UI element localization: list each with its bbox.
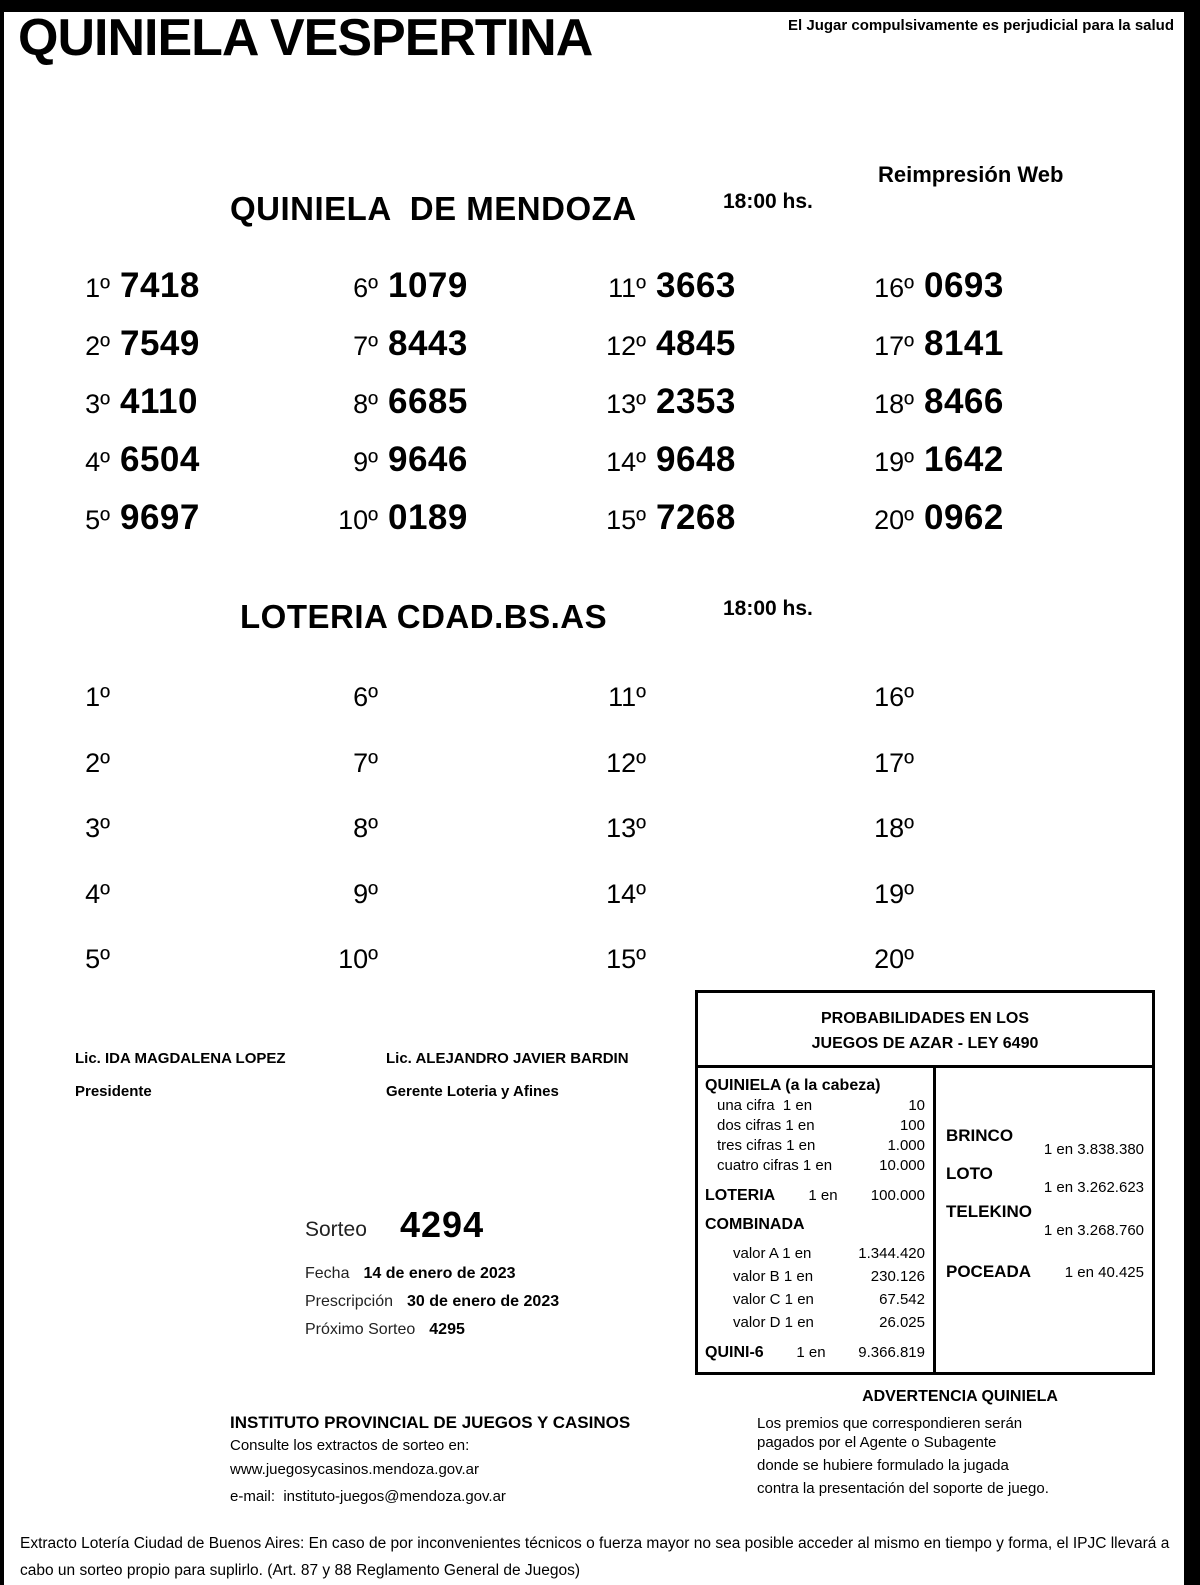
position-label: 8º [353,389,378,419]
winning-number: 0189 [388,498,468,537]
advertencia-title: ADVERTENCIA QUINIELA [862,1388,1058,1405]
odds-value: 1.344.420 [858,1245,925,1262]
institute-email: e-mail: instituto-juegos@mendoza.gov.ar [230,1488,506,1505]
winning-number: 3663 [656,266,736,305]
result-cell [58,382,326,440]
odds-label: tres cifras 1 en [717,1137,816,1154]
combinada-header: COMBINADA [705,1216,805,1233]
loteria-odds-label: LOTERIA [705,1187,776,1204]
position-cell [594,748,862,814]
game-odds: 1 en 3.838.380 [1043,1141,1144,1158]
position-label: 8º [353,813,378,843]
advertencia-line: contra la presentación del soporte de juego. [757,1480,1049,1497]
position-label: 20º [874,505,914,535]
position-cell [594,813,862,879]
result-cell [594,498,862,556]
position-cell [326,748,594,814]
position-cell [58,813,326,879]
fecha-label: Fecha [305,1265,350,1282]
left-border-bar [0,0,4,1585]
position-label: 14º [606,447,646,477]
institute-website: www.juegosycasinos.mendoza.gov.ar [230,1461,480,1478]
odds-value: 230.126 [870,1268,925,1285]
game-odds: 1 en 3.268.760 [1043,1222,1144,1239]
odds-row [705,1096,925,1116]
page-title: QUINIELA VESPERTINA [18,9,593,67]
fecha-row [305,1265,516,1283]
odds-value: 67.542 [879,1291,925,1308]
result-cell [594,440,862,498]
position-label: 6º [353,682,378,712]
position-label: 18º [874,389,914,419]
position-cell [862,879,1130,945]
sorteo-number: 4294 [400,1204,485,1245]
position-label: 19º [874,447,914,477]
winning-number: 8141 [924,324,1004,363]
result-cell [58,324,326,382]
result-cell [594,382,862,440]
footer-note: Extracto Lotería Ciudad de Buenos Aires: En caso de por inconvenientes técnicos o fuerza mayor no sea posible acceder al mismo en tiempo y forma, el IPJC llevará a cabo un sorteo propio para suplirlo. (Art. 87 y 88 Reglamento General de Juegos) [20,1535,1170,1579]
position-label: 15º [606,944,646,974]
position-label: 7º [353,331,378,361]
position-label: 14º [606,878,646,909]
probabilities-title-line2: JUEGOS DE AZAR - LEY 6490 [811,1035,1039,1052]
position-cell [594,879,862,945]
odds-row [705,1156,925,1176]
quini6-odds-row [705,1342,925,1368]
advertencia-line: Los premios que correspondieren serán [757,1415,1023,1432]
position-label: 2º [85,747,110,778]
game-odds: 1 en 3.262.623 [1043,1179,1144,1196]
proximo-sorteo-label: Próximo Sorteo [305,1321,416,1338]
position-label: 16º [874,682,914,712]
odds-value: 10.000 [879,1157,925,1174]
game-odds: 1 en 40.425 [1064,1264,1144,1281]
position-label: 4º [85,878,110,909]
winning-number: 1642 [924,440,1004,479]
mendoza-section-title: QUINIELA DE MENDOZA [230,190,637,227]
result-cell [594,266,862,324]
result-cell [326,266,594,324]
position-label: 11º [608,682,646,712]
position-label: 13º [606,813,646,843]
game-odds-block [946,1202,1144,1240]
winning-number: 0962 [924,498,1004,537]
winning-number: 2353 [656,382,736,421]
loteria-odds-row [705,1185,925,1207]
odds-row [705,1288,925,1311]
result-cell [862,266,1130,324]
odds-row [705,1311,925,1334]
probabilities-box [695,990,1155,1375]
signature-manager-role: Gerente Loteria y Afines [386,1083,559,1100]
result-cell [326,324,594,382]
signature-president-name: Lic. IDA MAGDALENA LOPEZ [75,1050,286,1067]
proximo-sorteo-row [305,1321,465,1339]
bsas-draw-time: 18:00 hs. [723,597,813,620]
result-cell [862,382,1130,440]
institute-block [230,1412,630,1509]
position-cell [326,879,594,945]
game-name: TELEKINO [946,1202,1032,1221]
position-label: 1º [85,682,110,712]
advertencia-line: donde se hubiere formulado la jugada [757,1457,1009,1474]
winning-number: 4845 [656,324,736,363]
odds-value: 26.025 [879,1314,925,1331]
position-label: 12º [606,747,646,778]
position-label: 3º [85,389,110,419]
probabilities-body [698,1068,1152,1372]
probabilities-title-line1: PROBABILIDADES EN LOS [820,1010,1029,1027]
winning-number: 7268 [656,498,736,537]
quini6-odds-value: 9.366.819 [858,1344,925,1361]
position-label: 17º [874,747,914,778]
position-cell [862,748,1130,814]
odds-row [705,1265,925,1288]
winning-number: 9697 [120,498,200,537]
winning-number: 8443 [388,324,468,363]
position-label: 9º [353,447,378,477]
position-label: 17º [874,331,914,361]
poceada-odds-row [946,1262,1144,1281]
game-name: LOTO [946,1164,993,1183]
odds-label: cuatro cifras 1 en [717,1157,833,1174]
institute-name: INSTITUTO PROVINCIAL DE JUEGOS Y CASINOS [230,1413,631,1432]
game-name: POCEADA [946,1262,1032,1281]
position-label: 1º [85,273,110,303]
probabilities-right-column [936,1068,1152,1372]
loteria-odds-value: 100.000 [870,1187,925,1204]
winning-number: 6504 [120,440,200,479]
winning-number: 1079 [388,266,468,305]
position-cell [326,682,594,748]
institute-consult-line: Consulte los extractos de sorteo en: [230,1437,470,1454]
game-name: BRINCO [946,1126,1014,1145]
result-cell [326,440,594,498]
position-cell [326,944,594,1010]
odds-label: valor D 1 en [733,1314,814,1331]
position-cell [58,879,326,945]
result-cell [58,498,326,556]
position-label: 13º [606,389,646,419]
odds-row [705,1116,925,1136]
result-cell [594,324,862,382]
result-cell [862,498,1130,556]
prescripcion-label: Prescripción [305,1293,394,1310]
winning-number: 4110 [120,382,198,421]
advertencia-line: pagados por el Agente o Subagente [757,1434,997,1451]
result-cell [862,440,1130,498]
position-label: 5º [85,944,110,974]
position-label: 16º [874,273,914,303]
mendoza-results-grid [58,266,1130,556]
winning-number: 9646 [388,440,468,479]
right-border-bar [1184,0,1200,1585]
position-cell [326,813,594,879]
position-label: 6º [353,273,378,303]
odds-label: valor C 1 en [733,1291,814,1308]
quiniela-odds-header: QUINIELA (a la cabeza) [705,1077,881,1094]
position-label: 3º [85,813,110,843]
position-label: 20º [874,944,914,974]
odds-value: 100 [899,1117,925,1134]
bsas-positions-grid [58,682,1130,1010]
position-label: 11º [608,273,646,303]
position-label: 5º [85,505,110,535]
sorteo-label: Sorteo [305,1218,367,1241]
winning-number: 7418 [120,266,200,305]
quini6-odds-mid: 1 en [796,1344,826,1361]
signature-manager-name: Lic. ALEJANDRO JAVIER BARDIN [386,1050,629,1067]
probabilities-title [698,993,1152,1068]
winning-number: 6685 [388,382,468,421]
position-cell [862,682,1130,748]
result-cell [326,382,594,440]
odds-row [705,1242,925,1265]
position-label: 10º [338,944,378,974]
bsas-section-title: LOTERIA CDAD.BS.AS [240,598,608,635]
position-label: 15º [606,505,646,535]
game-odds-block [946,1126,1144,1159]
proximo-sorteo-value: 4295 [429,1321,465,1338]
advertencia-block [745,1388,1175,1497]
position-label: 2º [85,331,110,361]
winning-number: 8466 [924,382,1004,421]
result-cell [58,440,326,498]
probabilities-left-column [698,1068,936,1372]
position-label: 18º [874,813,914,843]
position-cell [58,944,326,1010]
odds-label: una cifra 1 en [717,1097,813,1114]
position-label: 12º [606,331,646,361]
position-label: 19º [874,878,914,909]
position-cell [58,682,326,748]
quini6-odds-label: QUINI-6 [705,1344,764,1361]
prescripcion-row [305,1293,559,1311]
result-cell [326,498,594,556]
result-cell [58,266,326,324]
odds-value: 1.000 [887,1137,925,1154]
game-odds-block [946,1164,1144,1197]
result-cell [862,324,1130,382]
position-label: 9º [353,878,378,909]
mendoza-draw-time: 18:00 hs. [723,190,813,213]
position-label: 10º [338,505,378,535]
reprint-web-label: Reimpresión Web [878,162,1064,187]
signature-president-role: Presidente [75,1083,152,1100]
position-cell [58,748,326,814]
winning-number: 7549 [120,324,200,363]
prescripcion-value: 30 de enero de 2023 [407,1293,560,1310]
position-cell [862,813,1130,879]
winning-number: 9648 [656,440,736,479]
odds-label: valor B 1 en [733,1268,814,1285]
position-label: 4º [85,447,110,477]
odds-value: 10 [908,1097,925,1114]
odds-label: valor A 1 en [733,1245,812,1262]
odds-row [705,1136,925,1156]
health-warning: El Jugar compulsivamente es perjudicial para la salud [788,17,1174,34]
fecha-value: 14 de enero de 2023 [363,1265,516,1282]
winning-number: 0693 [924,266,1004,305]
position-label: 7º [353,747,378,778]
loteria-odds-mid: 1 en [808,1187,838,1204]
position-cell [594,682,862,748]
odds-label: dos cifras 1 en [717,1117,815,1134]
